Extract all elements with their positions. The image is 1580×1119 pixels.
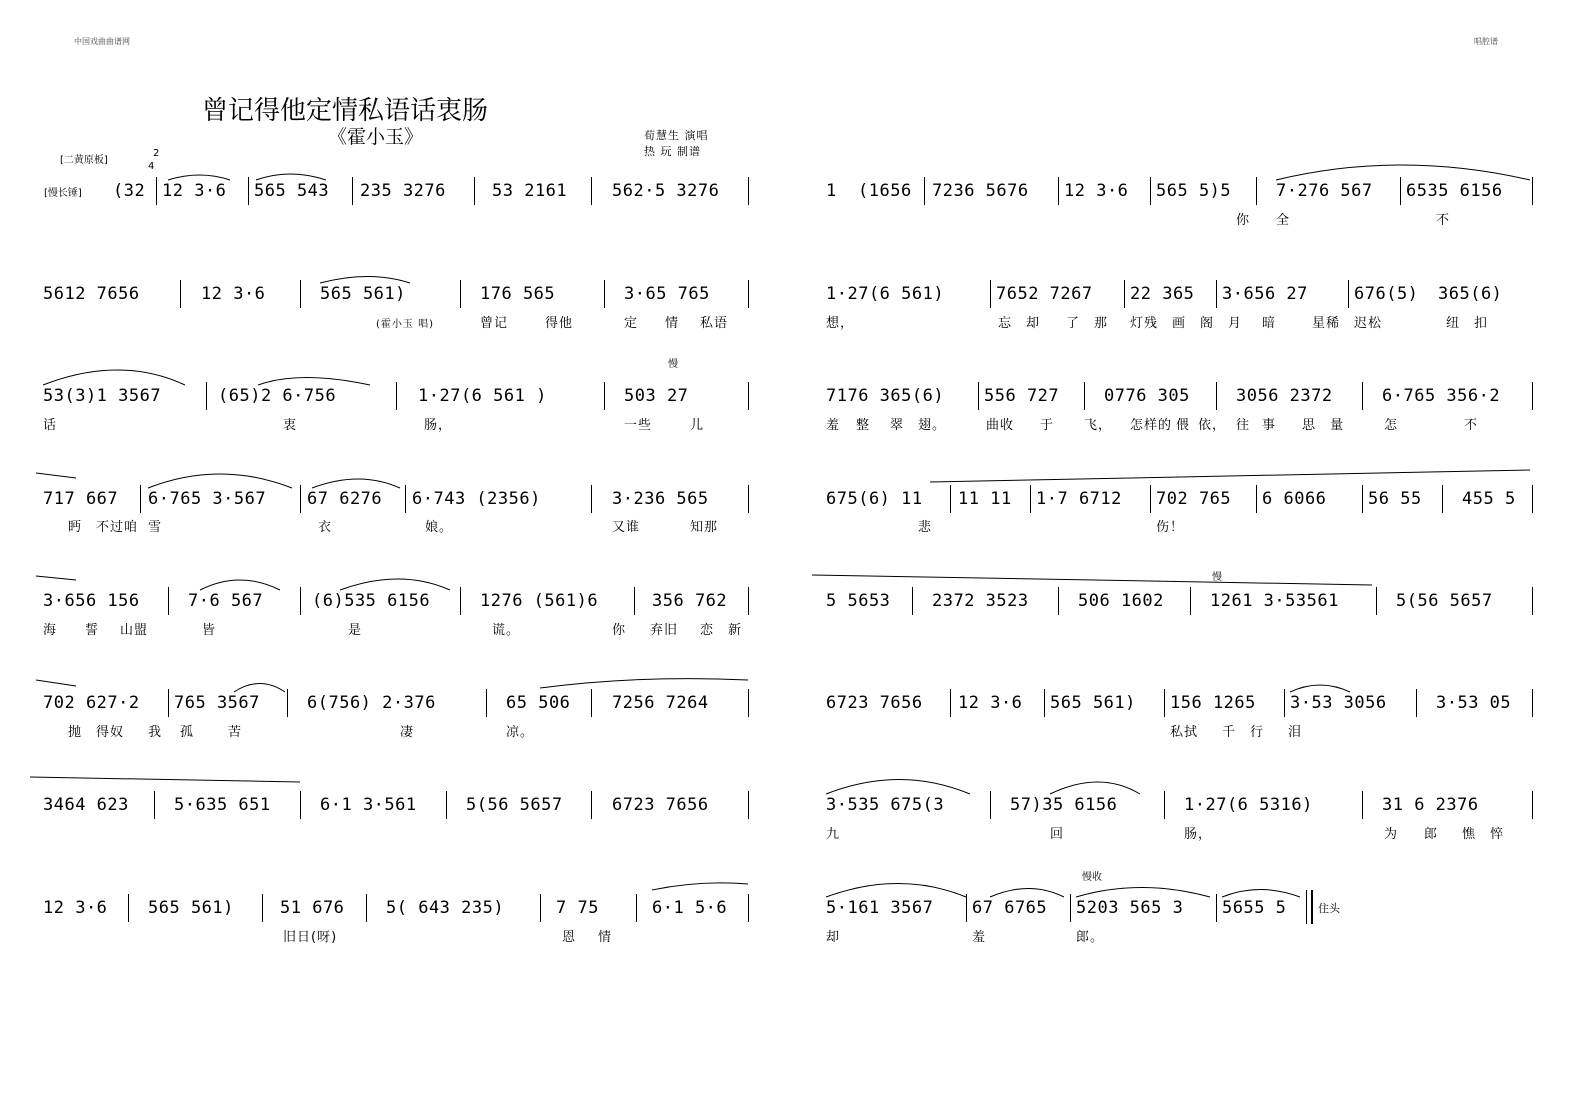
slur-arc (340, 579, 450, 590)
slur-line (36, 680, 76, 686)
slur-arc (43, 370, 185, 385)
note-group: 53 2161 (492, 181, 568, 201)
note-group: 235 3276 (360, 181, 446, 201)
time-signature-top: 2 (153, 148, 160, 159)
note-group: 3·53 05 (1436, 693, 1512, 713)
lyric: 纽 (1446, 316, 1461, 331)
lyric: 不 (1436, 213, 1451, 228)
note-group: 67 6765 (972, 898, 1048, 918)
note-group: 6·765 356·2 (1382, 386, 1501, 406)
note-group: 5(56 5657 (1396, 591, 1493, 611)
lyric: 思 (1302, 418, 1317, 433)
lyric: 私语 (700, 316, 729, 331)
note-group: (6)535 6156 (312, 591, 431, 611)
note-group: 6·743 (2356) (412, 489, 541, 509)
slur-arc (234, 684, 285, 693)
slur-line (30, 777, 300, 782)
slur-arc (652, 883, 748, 890)
time-signature-bottom: 4 (148, 161, 155, 172)
song-title: 曾记得他定情私语话衷肠 (202, 96, 489, 126)
note-group: 356 762 (652, 591, 728, 611)
lyric: 郎 (1424, 827, 1439, 842)
lyric: 那 (1094, 316, 1109, 331)
intro-mark: [慢长锤] (44, 188, 82, 199)
lyric: 了 (1066, 316, 1081, 331)
lyric: 私拭 (1170, 725, 1199, 740)
slur-line (812, 575, 1372, 585)
tempo-mark-slow: 慢 (668, 359, 678, 370)
note-group: 7·276 567 (1276, 181, 1373, 201)
lyric: 星稀 (1312, 316, 1341, 331)
lyric: 不 (1464, 418, 1479, 433)
note-group: 1·27(6 5316) (1184, 795, 1313, 815)
tempo-mark-slow-close: 慢收 (1082, 872, 1102, 883)
lyric: 羞 (972, 930, 987, 945)
note-group: 6723 7656 (612, 795, 709, 815)
note-group: 7176 365(6) (826, 386, 945, 406)
note-group: 2372 3523 (932, 591, 1029, 611)
lyric: 情 (598, 930, 613, 945)
lyric: 儿 (690, 418, 705, 433)
slur-arc (320, 277, 410, 284)
note-group: 565 543 (254, 181, 330, 201)
lyric: 不过咱 (96, 520, 139, 535)
lyric: 月 (1228, 316, 1243, 331)
lyric: 抛 (68, 725, 83, 740)
note-group: 3·53 3056 (1290, 693, 1387, 713)
lyric: 于 (1040, 418, 1055, 433)
note-group: 6·765 3·567 (148, 489, 267, 509)
lyric: 往 (1236, 418, 1251, 433)
note-group: 7236 5676 (932, 181, 1029, 201)
lyric: 憔 (1462, 827, 1477, 842)
note-group: 3·236 565 (612, 489, 709, 509)
lyric: 你 (1236, 213, 1251, 228)
note-group: 22 365 (1130, 284, 1195, 304)
lyric: 情 (665, 316, 680, 331)
note-group: 65 506 (506, 693, 571, 713)
lyric: 悲 (918, 520, 933, 535)
lyric: 伤！ (1156, 520, 1185, 535)
lyric: 苦 (228, 725, 243, 740)
lyric: 想， (826, 316, 855, 331)
note-group: 176 565 (480, 284, 556, 304)
lyric: 灯残 (1130, 316, 1159, 331)
note-group: 3464 623 (43, 795, 129, 815)
lyric: 却 (1026, 316, 1041, 331)
lyric: 回 (1050, 827, 1065, 842)
lyric: 行 (1250, 725, 1265, 740)
note-group: 556 727 (984, 386, 1060, 406)
lyric: 翠 (890, 418, 905, 433)
note-group: 1·7 6712 (1036, 489, 1122, 509)
note-group: 156 1265 (1170, 693, 1256, 713)
note-group: 565 5)5 (1156, 181, 1232, 201)
singer-credit: 荀慧生 演唱 (644, 129, 709, 142)
note-group: 365(6) (1438, 284, 1503, 304)
lyric: 量 (1330, 418, 1345, 433)
note-group: 1·27(6 561) (826, 284, 945, 304)
note-group: 12 3·6 (162, 181, 227, 201)
slur-line (930, 470, 1530, 482)
lyric: 肠， (424, 418, 453, 433)
note-group: 765 3567 (174, 693, 260, 713)
lyric: 整 (856, 418, 871, 433)
lyric: 海 (43, 623, 58, 638)
lyric: 偎 (1176, 418, 1191, 433)
lyric: 恩 (562, 930, 577, 945)
lyric: 画 (1172, 316, 1187, 331)
slur-arc (1276, 165, 1530, 180)
tempo-mark-slow: 慢 (1212, 572, 1222, 583)
note-group: 51 676 (280, 898, 345, 918)
note-group: 6 6066 (1262, 489, 1327, 509)
slur-line (36, 473, 76, 478)
lyric: 皆 (202, 623, 217, 638)
lyric: 依， (1198, 418, 1227, 433)
note-group: 5655 5 (1222, 898, 1287, 918)
lyric: 扣 (1474, 316, 1489, 331)
note-group: 455 5 (1462, 489, 1516, 509)
note-group: 12 3·6 (201, 284, 266, 304)
lyric: 曾记 (480, 316, 509, 331)
lyric: 誓 (85, 623, 100, 638)
lyric: 肠， (1184, 827, 1213, 842)
note-group: 5 5653 (826, 591, 891, 611)
lyric: 衣 (318, 520, 333, 535)
lyric: 眄 (68, 520, 83, 535)
lyric: 迟松 (1354, 316, 1383, 331)
note-group: 6·1 3·561 (320, 795, 417, 815)
note-group: 31 6 2376 (1382, 795, 1479, 815)
lyric: 暗 (1262, 316, 1277, 331)
note-group: 1276 (561)6 (480, 591, 599, 611)
doc-type-label: 唱腔谱 (1474, 37, 1498, 46)
end-mark: 住头 (1318, 902, 1340, 915)
lyric: 谎。 (492, 623, 521, 638)
lyric: 我 (148, 725, 163, 740)
note-group: 1·27(6 561 ) (418, 386, 547, 406)
lyric: 旧日(呀) (283, 930, 338, 945)
lyric: 是 (348, 623, 363, 638)
note-group: 565 561) (320, 284, 406, 304)
lyric: 翅。 (918, 418, 947, 433)
note-group: (1656 (858, 181, 912, 201)
note-group: 7652 7267 (996, 284, 1093, 304)
note-group: 0776 305 (1104, 386, 1190, 406)
note-group: 3·65 765 (624, 284, 710, 304)
lyric: 恋 (700, 623, 715, 638)
slur-arc (540, 679, 748, 688)
note-group: 57)35 6156 (1010, 795, 1118, 815)
note-group: 702 765 (1156, 489, 1232, 509)
lyric: 又谁 (612, 520, 641, 535)
note-group: 12 3·6 (43, 898, 108, 918)
note-group: 5·635 651 (174, 795, 271, 815)
note-group: 7 75 (556, 898, 599, 918)
lyric: 阁 (1200, 316, 1215, 331)
note-group: 56 55 (1368, 489, 1422, 509)
lyric: 怎样的 (1130, 418, 1173, 433)
lyric: 忘 (998, 316, 1013, 331)
slur-arc (1222, 890, 1300, 898)
note-group: 12 3·6 (1064, 181, 1129, 201)
lyric: 全 (1276, 213, 1291, 228)
lyric: 泪 (1288, 725, 1303, 740)
lyric: 曲收 (986, 418, 1015, 433)
slur-arc (826, 780, 970, 795)
slur-arc (258, 378, 370, 386)
note-group: 5(56 5657 (466, 795, 563, 815)
note-group: 5·161 3567 (826, 898, 934, 918)
note-group: 5203 565 3 (1076, 898, 1184, 918)
lyric: 飞， (1084, 418, 1113, 433)
note-group: 676(5) (1354, 284, 1419, 304)
lyric: 雪 (148, 520, 163, 535)
lyric: 悴 (1490, 827, 1505, 842)
notator-credit: 热 玩 制谱 (644, 145, 701, 158)
lyric: 新 (728, 623, 743, 638)
note-group: 53(3)1 3567 (43, 386, 162, 406)
note-group: 503 27 (624, 386, 689, 406)
note-group: 12 3·6 (958, 693, 1023, 713)
note-group: 6(756) 2·376 (307, 693, 436, 713)
slur-line (36, 576, 76, 580)
lyric: 话 (43, 418, 58, 433)
note-group: 702 627·2 (43, 693, 140, 713)
note-group: 562·5 3276 (612, 181, 720, 201)
note-group: 717 667 (43, 489, 119, 509)
slur-arc (826, 884, 966, 898)
note-group: 1 (826, 181, 837, 201)
slur-arc (1050, 782, 1140, 794)
slur-arc (1290, 685, 1350, 692)
lyric: 凄 (400, 725, 415, 740)
lyric: 事 (1262, 418, 1277, 433)
note-group: 3·656 27 (1222, 284, 1308, 304)
note-group: 11 11 (958, 489, 1012, 509)
slur-arc (256, 174, 326, 180)
lyric: 为 (1384, 827, 1399, 842)
lyric: 凉。 (506, 725, 535, 740)
mode-label: [二黄原板] (60, 155, 108, 166)
lyric: (霍小玉 唱) (376, 319, 434, 330)
note-group: 3056 2372 (1236, 386, 1333, 406)
slur-arc (312, 479, 400, 488)
lyric: 九 (826, 827, 841, 842)
note-group: 565 561) (148, 898, 234, 918)
lyric: 怎 (1384, 418, 1399, 433)
note-group: (32 (113, 181, 146, 201)
opera-title: 《霍小玉》 (328, 126, 424, 148)
lyric: 孤 (180, 725, 195, 740)
note-group: 675(6) 11 (826, 489, 923, 509)
slur-arc (148, 474, 292, 488)
note-group: (65)2 6·756 (218, 386, 337, 406)
slur-arc (200, 580, 280, 590)
note-group: 5612 7656 (43, 284, 140, 304)
lyric: 羞 (826, 418, 841, 433)
lyric: 定 (624, 316, 639, 331)
note-group: 506 1602 (1078, 591, 1164, 611)
note-group: 565 561) (1050, 693, 1136, 713)
note-group: 3·535 675(3 (826, 795, 945, 815)
slur-arc (990, 889, 1064, 898)
note-group: 67 6276 (307, 489, 383, 509)
lyric: 得奴 (96, 725, 125, 740)
note-group: 6·1 5·6 (652, 898, 728, 918)
lyric: 你 (612, 623, 627, 638)
note-group: 5( 643 235) (386, 898, 505, 918)
lyric: 一些 (624, 418, 653, 433)
note-group: 7·6 567 (188, 591, 264, 611)
lyric: 却 (826, 930, 841, 945)
lyric: 知那 (690, 520, 719, 535)
lyric: 郎。 (1076, 930, 1105, 945)
note-group: 6535 6156 (1406, 181, 1503, 201)
note-group: 7256 7264 (612, 693, 709, 713)
slur-arc (1076, 888, 1210, 898)
lyric: 弃旧 (650, 623, 679, 638)
note-group: 6723 7656 (826, 693, 923, 713)
note-group: 1261 3·53561 (1210, 591, 1339, 611)
lyric: 得他 (545, 316, 574, 331)
lyric: 千 (1222, 725, 1237, 740)
slur-arc (168, 175, 230, 180)
site-name: 中国戏曲曲谱网 (74, 37, 130, 46)
lyric: 山盟 (120, 623, 149, 638)
lyric: 衷 (283, 418, 298, 433)
note-group: 3·656 156 (43, 591, 140, 611)
lyric: 娘。 (425, 520, 454, 535)
